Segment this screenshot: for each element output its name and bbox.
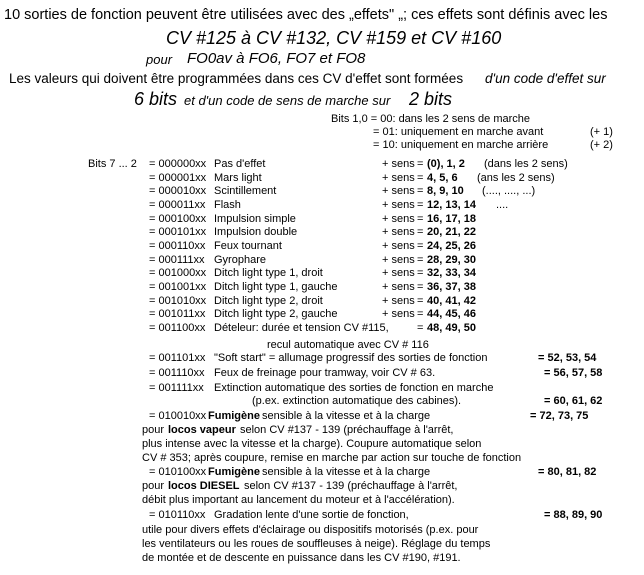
effect-name: Scintillement (214, 185, 277, 197)
effect-values: 20, 21, 22 (427, 226, 476, 238)
effect-code: = 000111xx (149, 254, 205, 266)
intro-line-4a: Les valeurs qui doivent être programmées dans ces CV d'effet sont formées (9, 71, 464, 86)
effect-name: Ditch light type 2, droit (214, 295, 323, 307)
effect-eq: = (417, 158, 424, 170)
effect-code: = 001001xx (149, 281, 207, 293)
effect-sens: + sens (382, 267, 415, 279)
direction-bits-row-2: = 10: uniquement en marche arrière (373, 139, 549, 151)
intro-line-1: 10 sorties de fonction peuvent être utilisées avec des „effets" „; ces effets sont définis avec les (4, 7, 608, 23)
smoke-steam-text-1: sensible à la vitesse et à la charge (262, 410, 431, 422)
gradation-values: = 88, 89, 90 (544, 509, 603, 521)
effect-values: 12, 13, 14 (427, 199, 476, 211)
effect-eq: = (417, 295, 424, 307)
effect-extra: (ans les 2 sens) (477, 172, 555, 184)
smoke-steam-values: = 72, 73, 75 (530, 410, 589, 422)
effect-eq: = (417, 240, 424, 252)
gradation-line-2: utile pour divers effets d'éclairage ou dispositifs motorisés (p.ex. pour (142, 524, 479, 536)
effect-code: = 000000xx (149, 158, 207, 170)
extinction-text-1: Extinction automatique des sorties de fonction en marche (214, 382, 494, 394)
effect-sens: + sens (382, 158, 415, 170)
function-outputs-heading: FO0av à FO6, FO7 et FO8 (187, 50, 366, 67)
smoke-diesel-loco: locos DIESEL (168, 480, 240, 492)
effect-code: = 000101xx (149, 226, 207, 238)
effect-name: Mars light (214, 172, 262, 184)
effect-eq: = (417, 308, 424, 320)
direction-bits-note-2: (+ 2) (590, 139, 613, 151)
effect-sens: + sens (382, 308, 415, 320)
effect-code: = 000011xx (149, 199, 206, 211)
effect-values: 48, 49, 50 (427, 322, 476, 334)
effect-name: Ditch light type 1, droit (214, 267, 323, 279)
effect-values: 4, 5, 6 (427, 172, 458, 184)
effect-name: Impulsion simple (214, 213, 296, 225)
effect-sens: + sens (382, 254, 415, 266)
smoke-steam-loco: locos vapeur (168, 424, 236, 436)
extinction-text-2: (p.ex. extinction automatique des cabines). (252, 395, 462, 407)
effect-code: = 001100xx (149, 322, 206, 334)
gradation-code: = 010110xx (149, 509, 206, 521)
six-bits-label: 6 bits (134, 89, 178, 109)
recul-note: recul automatique avec CV # 116 (267, 339, 429, 351)
effect-name: Flash (214, 199, 241, 211)
effect-name: Gyrophare (214, 254, 266, 266)
effect-values: 40, 41, 42 (427, 295, 476, 307)
effect-extra: .... (496, 199, 509, 211)
effect-code: = 000010xx (149, 185, 207, 197)
effect-eq: = (417, 226, 424, 238)
smoke-diesel-bold: Fumigène (208, 466, 260, 478)
effect-name: Feux tournant (214, 240, 282, 252)
effect-sens: + sens (382, 185, 415, 197)
effect-sens: + sens (382, 295, 415, 307)
effects-bits-label: Bits 7 ... 2 (88, 158, 137, 170)
effect-eq: = (417, 172, 424, 184)
soft-start-values: = 52, 53, 54 (538, 352, 597, 364)
effect-eq: = (417, 254, 424, 266)
effect-values: 24, 25, 26 (427, 240, 476, 252)
effect-name: Impulsion double (214, 226, 298, 238)
smoke-diesel-line-2: selon CV #137 - 139 (préchauffage à l'arrêt, (244, 480, 458, 492)
effect-name: Ditch light type 1, gauche (214, 281, 338, 293)
intro-pour: pour (146, 52, 173, 67)
effect-name: Pas d'effet (214, 158, 266, 170)
effect-code: = 001011xx (149, 308, 206, 320)
smoke-diesel-values: = 80, 81, 82 (538, 466, 597, 478)
effect-values: 8, 9, 10 (427, 185, 464, 197)
effect-extra: (...., ...., ...) (482, 185, 536, 197)
gradation-text-1: Gradation lente d'une sortie de fonction, (214, 509, 409, 521)
cv-range-heading: CV #125 à CV #132, CV #159 et CV #160 (166, 28, 502, 48)
effect-values: 44, 45, 46 (427, 308, 476, 320)
effect-eq: = (417, 281, 424, 293)
effect-code: = 000110xx (149, 240, 206, 252)
effect-code: = 000100xx (149, 213, 207, 225)
effect-sens: + sens (382, 240, 415, 252)
effect-values: 16, 17, 18 (427, 213, 476, 225)
effect-values: (0), 1, 2 (427, 158, 465, 170)
direction-bits-row-0: Bits 1,0 = 00: dans les 2 sens de marche (331, 113, 531, 125)
direction-bits-note-1: (+ 1) (590, 126, 613, 138)
smoke-steam-bold: Fumigène (208, 410, 260, 422)
smoke-steam-code: = 010010xx (149, 410, 207, 422)
effect-values: 32, 33, 34 (427, 267, 476, 279)
effect-sens: + sens (382, 213, 415, 225)
effect-values: 36, 37, 38 (427, 281, 476, 293)
effect-eq: = (417, 199, 424, 211)
extinction-values: = 60, 61, 62 (544, 395, 603, 407)
gradation-line-3: les ventilateurs ou les roues de souffleuses à neige). Réglage du temps (142, 538, 491, 550)
extinction-code: = 001111xx (149, 382, 204, 394)
soft-start-text: "Soft start" = allumage progressif des sorties de fonction (214, 352, 488, 364)
tram-code: = 001110xx (149, 367, 205, 379)
effect-eq: = (417, 267, 424, 279)
soft-start-code: = 001101xx (149, 352, 206, 364)
intro-line-5b: et d'un code de sens de marche sur (184, 93, 391, 108)
smoke-diesel-text-1: sensible à la vitesse et à la charge (262, 466, 431, 478)
tram-text: Feux de freinage pour tramway, voir CV # 63. (214, 367, 436, 379)
effect-name: Ditch light type 2, gauche (214, 308, 338, 320)
effect-eq: = (417, 185, 424, 197)
effect-sens: + sens (382, 281, 415, 293)
effect-eq: = (417, 213, 424, 225)
direction-bits-row-1: = 01: uniquement en marche avant (373, 126, 544, 138)
effect-extra: (dans les 2 sens) (484, 158, 568, 170)
smoke-steam-line-3: plus intense avec la vitesse et la charge). Coupure automatique selon (142, 438, 482, 450)
gradation-line-4: de montée et de descente en puissance dans les CV #190, #191. (142, 552, 461, 564)
effect-sens: + sens (382, 172, 415, 184)
smoke-diesel-pre: pour (142, 480, 165, 492)
effect-code: = 001000xx (149, 267, 207, 279)
smoke-steam-line-4: CV # 353; après coupure, remise en marche par action sur touche de fonction (142, 452, 522, 464)
effect-code: = 000001xx (149, 172, 207, 184)
intro-line-4b: d'un code d'effet sur (485, 71, 606, 86)
effect-eq: = (417, 322, 424, 334)
smoke-diesel-code: = 010100xx (149, 466, 207, 478)
smoke-diesel-line-3: débit plus important au lancement du moteur et à l'accélération). (142, 494, 455, 506)
effect-values: 28, 29, 30 (427, 254, 476, 266)
smoke-steam-pre: pour (142, 424, 165, 436)
effect-name: Dételeur: durée et tension CV #115, (214, 322, 389, 334)
smoke-steam-line-2: selon CV #137 - 139 (préchauffage à l'arrêt, (240, 424, 454, 436)
tram-values: = 56, 57, 58 (544, 367, 603, 379)
two-bits-label: 2 bits (409, 89, 453, 109)
effect-sens: + sens (382, 226, 415, 238)
effect-sens: + sens (382, 199, 415, 211)
effect-code: = 001010xx (149, 295, 207, 307)
